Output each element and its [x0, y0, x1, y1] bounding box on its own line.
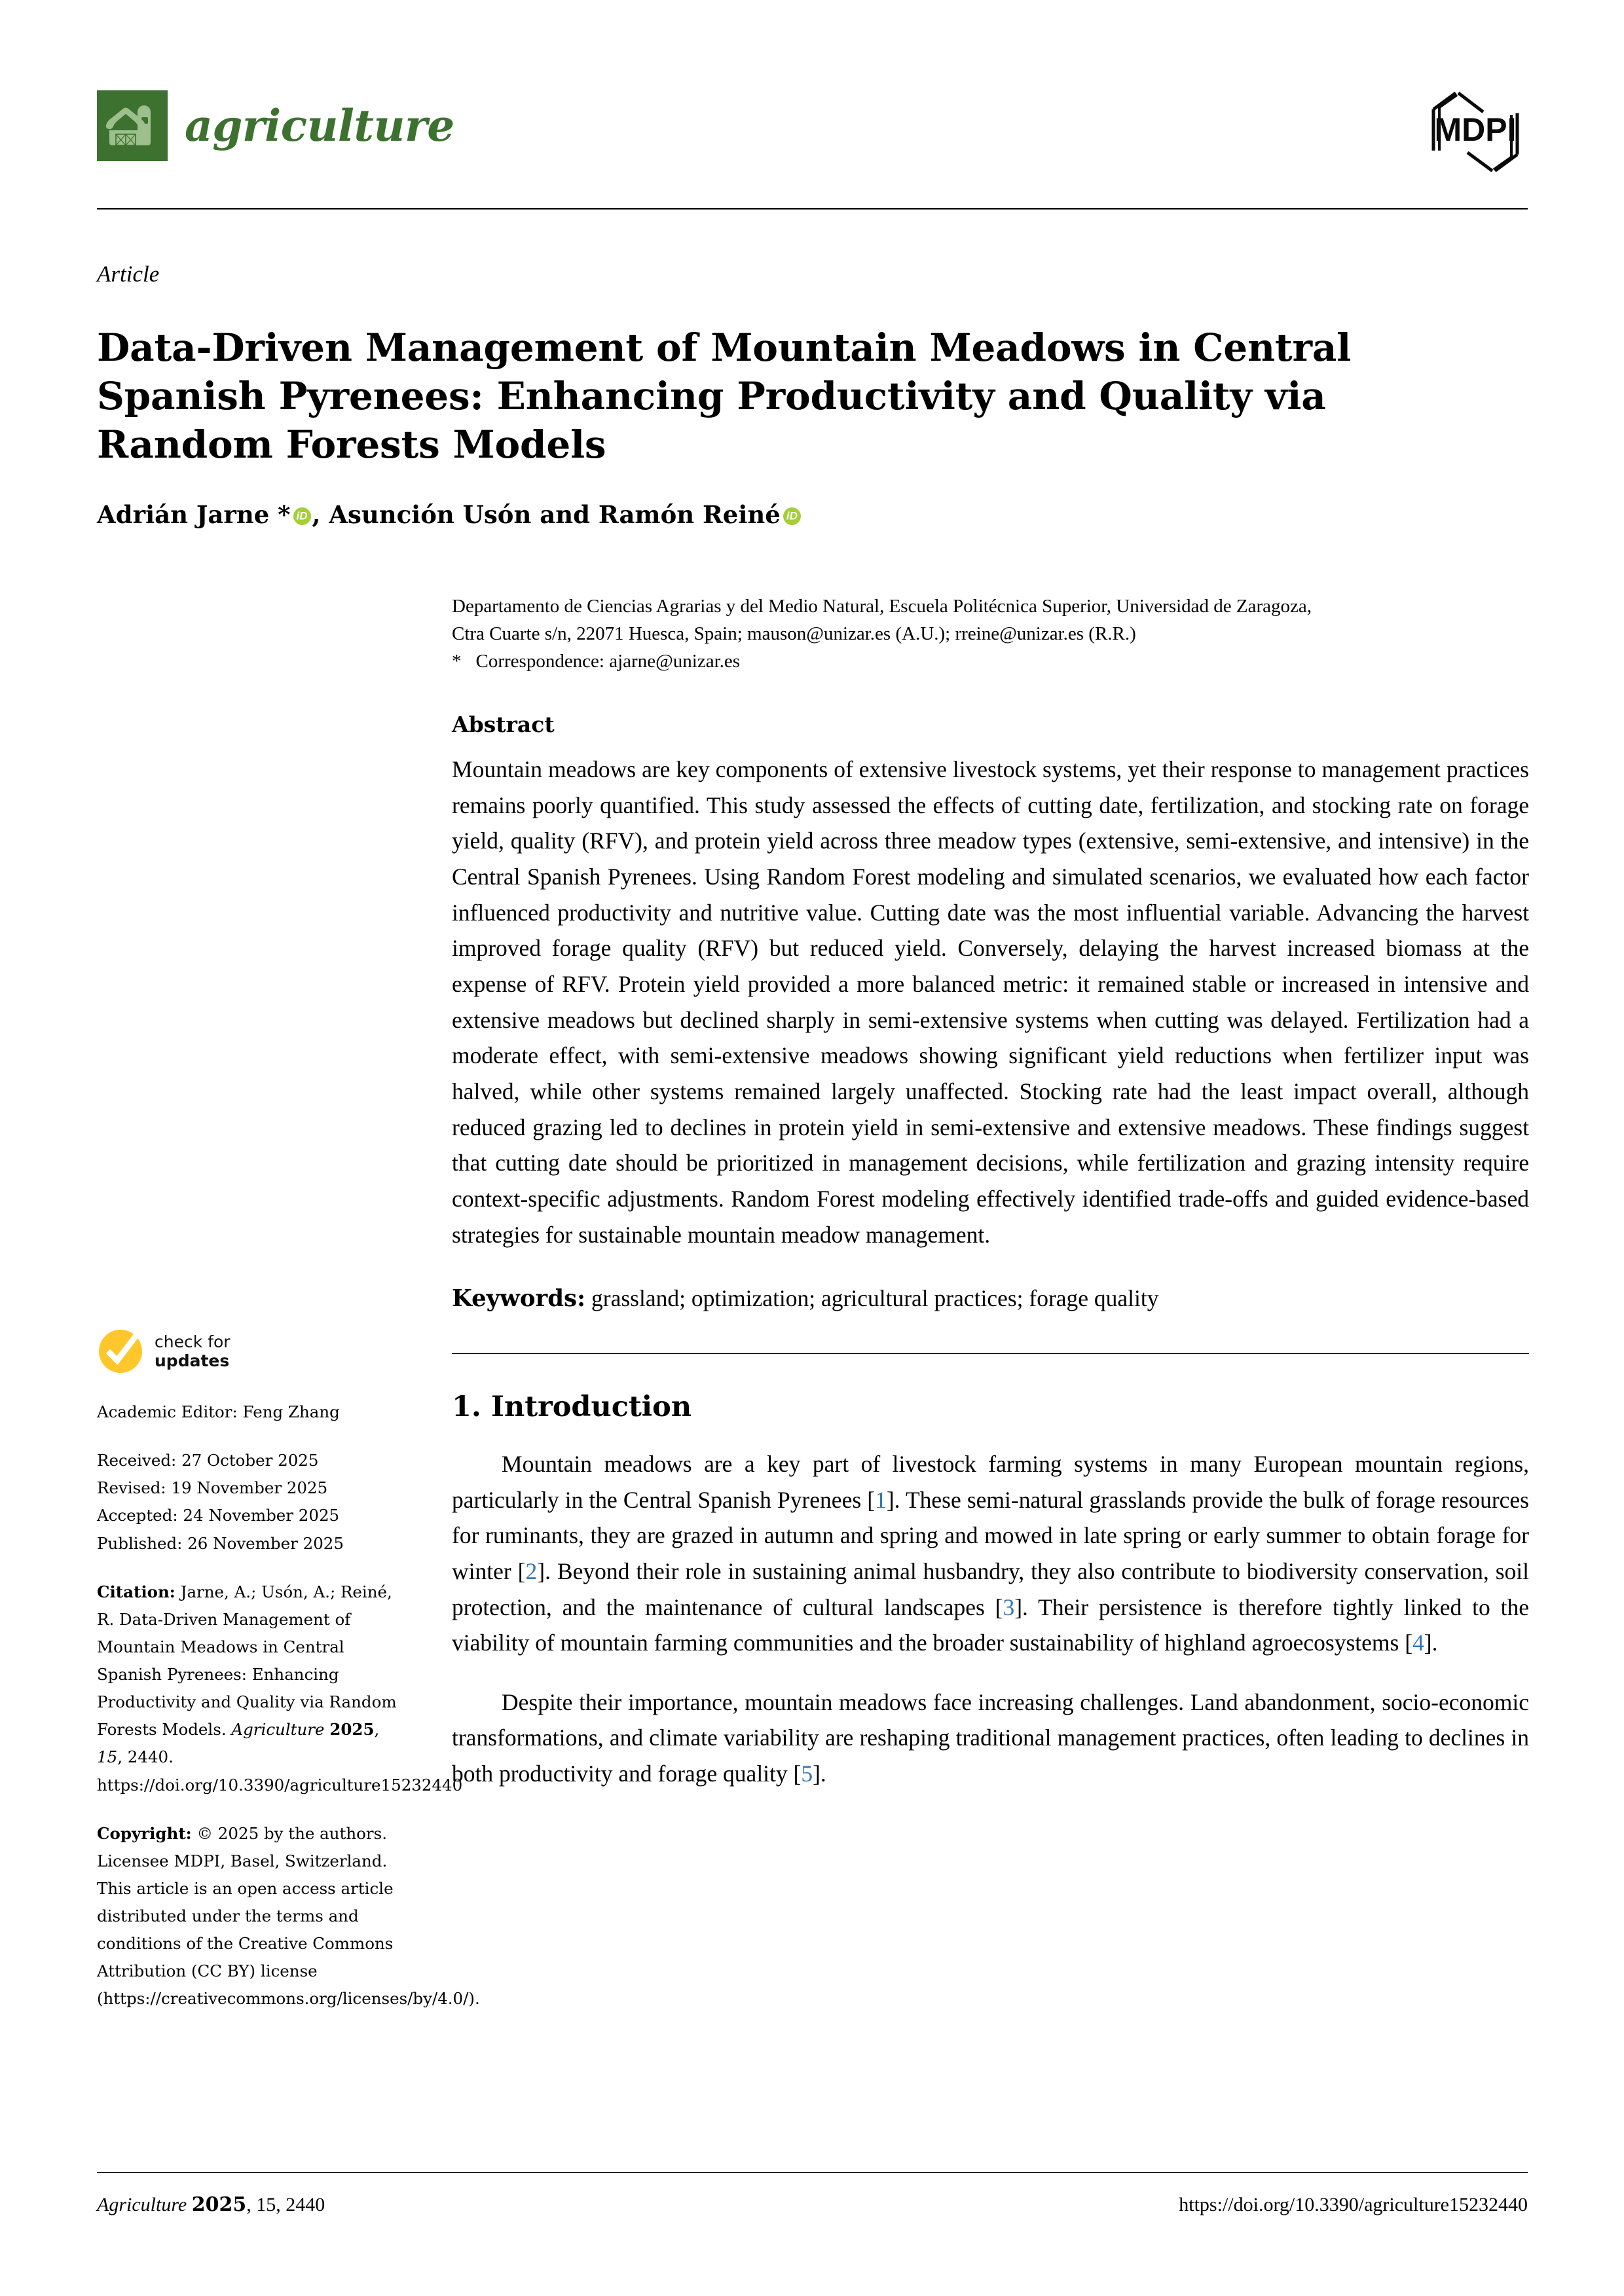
date-revised: Revised: 19 November 2025 — [97, 1478, 328, 1498]
header-divider — [97, 208, 1528, 210]
footer-year: 2025 — [191, 2193, 247, 2216]
citation-journal: Agriculture — [231, 1720, 325, 1740]
academic-editor: Academic Editor: Feng Zhang — [97, 1402, 340, 1421]
publication-dates — [97, 1447, 405, 1558]
footer-doi[interactable]: https://doi.org/10.3390/agriculture15232440 — [1179, 2194, 1528, 2215]
copyright-text: © 2025 by the authors. Licensee MDPI, Basel, Switzerland. This article is an open access article distributed under the terms and conditions of the Creative Commons Attribution (CC BY) license (https://creativecommons.org/licenses/by/4.0/). — [97, 1823, 480, 2009]
correspondence-text: Correspondence: ajarne@unizar.es — [475, 651, 741, 672]
intro-p1-seg-b: ]. These semi-natural grasslands provide the bulk of forage resources for ruminants, they are grazed in autumn and spring and mowed in late spring or early summer to obtain forage for winter [ — [452, 1486, 1529, 1585]
date-published: Published: 26 November 2025 — [97, 1533, 344, 1553]
citation-ref-2[interactable]: 2 — [525, 1558, 538, 1585]
cfu-line-1: check for — [155, 1332, 231, 1351]
check-for-updates-label — [155, 1332, 231, 1370]
check-for-updates-icon — [97, 1328, 144, 1375]
intro-p1-seg-e: ]. — [1424, 1630, 1438, 1656]
cfu-line-2: updates — [155, 1351, 230, 1370]
article-type-label: Article — [97, 261, 160, 287]
metadata-sidebar — [97, 1328, 480, 2034]
page-footer — [97, 2192, 1528, 2217]
introduction-paragraph-2 — [452, 1685, 1529, 1792]
copyright-label: Copyright: — [97, 1823, 192, 1843]
intro-p2-seg-a: Despite their importance, mountain meadows face increasing challenges. Land abandonment, socio-economic transformations, and climate variability are reshaping traditional management practices, often leading to declines in both productivity and forage quality [ — [452, 1688, 1529, 1787]
section-divider — [452, 1353, 1529, 1354]
copyright-block — [97, 1820, 480, 2013]
check-for-updates-badge[interactable] — [97, 1328, 405, 1375]
svg-text:MDPI: MDPI — [1434, 111, 1517, 148]
page-header — [97, 79, 1528, 183]
citation-ref-3[interactable]: 3 — [1003, 1594, 1015, 1620]
affiliation-block — [452, 592, 1529, 675]
orcid-id-icon[interactable] — [293, 507, 311, 525]
citation-volume: 15 — [97, 1747, 118, 1767]
journal-brand — [97, 90, 454, 161]
date-received: Received: 27 October 2025 — [97, 1451, 319, 1470]
footer-citation — [97, 2192, 325, 2217]
introduction-paragraph-1 — [452, 1446, 1529, 1661]
journal-title: agriculture — [185, 100, 454, 151]
footer-divider — [97, 2172, 1528, 2173]
main-column — [452, 592, 1529, 1815]
author-list — [97, 499, 1479, 530]
barn-silo-icon — [97, 90, 168, 161]
abstract-text: Mountain meadows are key components of extensive livestock systems, yet their response to management practices remains poorly quantified. This study assessed the effects of cutting date, fertilization, and stocking rate on forage yield, quality (RFV), and protein yield across three meadow types (extensive, semi-extensive, and intensive) in the Central Spanish Pyrenees. Using Random Forest modeling and simulated scenarios, we evaluated how each factor influenced productivity and nutritive value. Cutting date was the most influential variable. Advancing the harvest improved forage quality (RFV) but reduced yield. Conversely, delaying the harvest increased biomass at the expense of RFV. Protein yield provided a more balanced metric: it remained stable or increased in intensive and extensive meadows but declined sharply in semi-extensive systems when cutting was delayed. Fertilization had a moderate effect, with semi-extensive meadows showing significant yield reductions when fertilizer input was halved, while other systems remained largely unaffected. Stocking rate had the least impact overall, although reduced grazing led to declines in protein yield in semi-extensive and extensive meadows. These findings suggest that cutting date should be prioritized in management decisions, while fertilization and grazing intensity require context-specific adjustments. Random Forest modeling effectively identified trade-offs and guided evidence-based strategies for sustainable mountain meadow management. — [452, 756, 1529, 1248]
citation-text-b[interactable]: 2440. https://doi.org/10.3390/agriculture15232440 — [97, 1747, 463, 1795]
citation-ref-1[interactable]: 1 — [875, 1486, 887, 1513]
intro-p2-seg-b: ]. — [813, 1760, 826, 1787]
citation-year: 2025 — [329, 1720, 375, 1740]
intro-p1-seg-a: Mountain meadows are a key part of livestock farming systems in many European mountain regions, particularly in the Central Spanish Pyrenees [ — [452, 1451, 1529, 1513]
date-accepted: Accepted: 24 November 2025 — [97, 1506, 340, 1525]
correspondence-marker: * — [452, 651, 462, 672]
footer-volume-page: , 15, 2440 — [246, 2194, 325, 2215]
citation-label: Citation: — [97, 1582, 175, 1601]
orcid-id-icon[interactable] — [783, 507, 801, 525]
footer-journal-name: Agriculture — [97, 2194, 187, 2215]
citation-ref-4[interactable]: 4 — [1412, 1630, 1424, 1656]
citation-text-a: Jarne, A.; Usón, A.; Reiné, R. Data-Driven Management of Mountain Meadows in Central Spanish Pyrenees: Enhancing Productivity and Quality via Random Forests Models. — [97, 1582, 397, 1740]
keywords-values: grassland; optimization; agricultural practices; forage quality — [585, 1285, 1159, 1312]
affiliation-line-1: Departamento de Ciencias Agrarias y del Medio Natural, Escuela Politécnica Superior, Universidad de Zaragoza, — [452, 596, 1312, 617]
keywords-label: Keywords: — [452, 1285, 586, 1313]
citation-block: Citation: Jarne, A.; Usón, A.; Reiné, R. Data-Driven Management of Mountain Meadows in Central Spanish Pyrenees: Enhancing Productivity and Quality via Random Forests Models. Agriculture 2025, 15, 2440. https://doi.org/10.3390/agriculture15232440 — [97, 1582, 463, 1795]
correspondence-line — [452, 647, 1529, 675]
author-name-first: Adrián Jarne * — [97, 500, 291, 529]
mdpi-hexagon-icon — [1423, 79, 1528, 173]
page-title: Data-Driven Management of Mountain Meadows in Central Spanish Pyrenees: Enhancing Productivity and Quality via Random Forests Models — [97, 325, 1352, 467]
affiliation-line-2: Ctra Cuarte s/n, 22071 Huesca, Spain; mauson@unizar.es (A.U.); rreine@unizar.es (R.R.) — [452, 623, 1136, 645]
author-names-rest: , Asunción Usón and Ramón Reiné — [312, 500, 781, 529]
abstract-heading: Abstract — [452, 712, 555, 738]
citation-ref-5[interactable]: 5 — [801, 1760, 813, 1787]
intro-p1-seg-d: ]. Their persistence is therefore tightly linked to the viability of mountain farming communities and the broader sustainability of highland agroecosystems [ — [452, 1594, 1529, 1656]
intro-p1-seg-c: ]. Beyond their role in sustaining animal husbandry, they also contribute to biodiversity conservation, soil protection, and the maintenance of cultural landscapes [ — [452, 1558, 1529, 1620]
keywords-line — [452, 1281, 1529, 1316]
introduction-heading: 1. Introduction — [452, 1390, 692, 1423]
